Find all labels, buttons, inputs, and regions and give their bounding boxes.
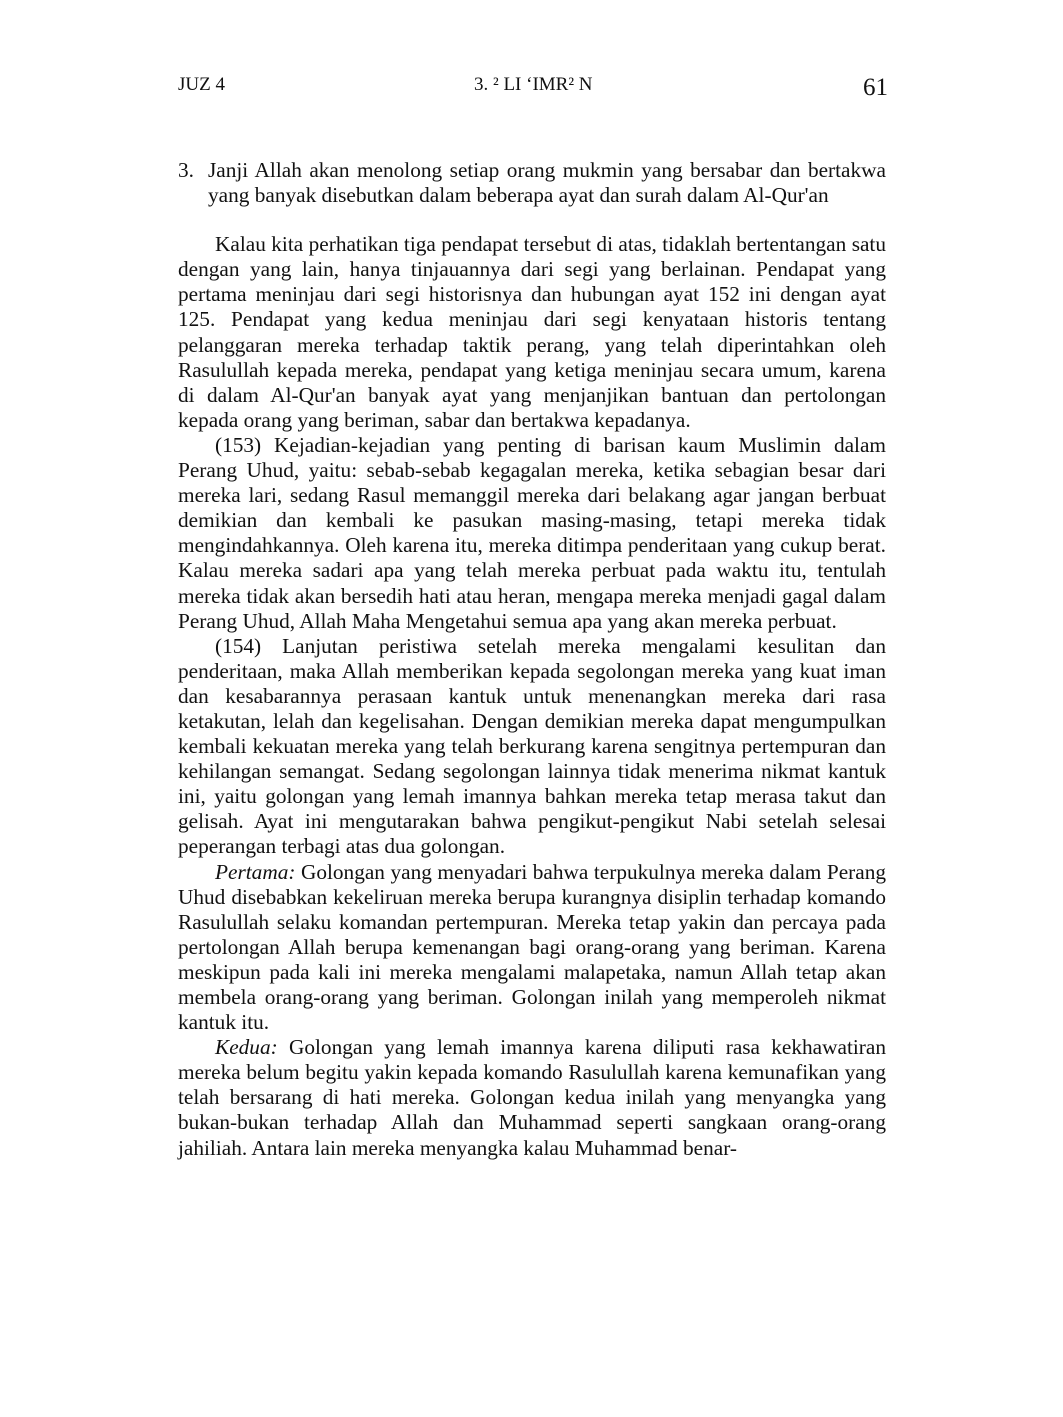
first-group-label: Pertama:: [215, 859, 296, 884]
page-header: [178, 70, 888, 110]
list-item-number: 3.: [178, 158, 194, 182]
page-body: [178, 158, 886, 1161]
page-number: 61: [863, 74, 888, 101]
first-group-text: Golongan yang menyadari bahwa terpukulnya mereka dalam Perang Uhud disebabkan kekeliruan mereka berupa kurangnya disiplin terhadap komando Rasulullah selaku komandan pertempuran. Mereka tetap yakin dan percaya pada pertolongan Allah berupa kemenangan bagi orang-orang yang beriman. Karena meskipun pada kali ini mereka mengalami malapetaka, namun Allah tetap akan membela orang-orang yang beriman. Golongan inilah yang memperoleh nikmat kantuk itu.: [178, 859, 886, 1035]
paragraph-verse-153: (153) Kejadian-kejadian yang penting di barisan kaum Muslimin dalam Perang Uhud, yaitu: sebab-sebab kegagalan mereka, ketika sebagian besar dari mereka lari, sedang Rasul memanggil mereka dari belakang agar jangan berbuat demikian dan kembali ke pasukan masing-masing, tetapi mereka tidak mengindahkannya. Oleh karena itu, mereka ditimpa penderitaan yang cukup berat. Kalau mereka sadari apa yang telah mereka perbuat pada waktu itu, tentulah mereka tidak akan bersedih hati atau heran, mengapa mereka menjadi gagal dalam Perang Uhud, Allah Maha Mengetahui semua apa yang akan mereka perbuat.: [178, 432, 886, 633]
juz-label: JUZ 4: [178, 74, 225, 95]
surah-title: 3. ² LI ‘IMR² N: [474, 74, 593, 95]
list-item-text: Janji Allah akan menolong setiap orang mukmin yang bersabar dan bertakwa yang banyak disebutkan dalam beberapa ayat dan surah dalam Al-Qur'an: [208, 158, 886, 208]
list-item: [178, 158, 886, 208]
paragraph-verse-154: (154) Lanjutan peristiwa setelah mereka mengalami kesulitan dan penderitaan, maka Allah memberikan kepada segolongan mereka yang kuat iman dan kesabarannya perasaan kantuk untuk menenangkan mereka dari rasa ketakutan, lelah dan kegelisahan. Dengan demikian mereka dapat mengumpulkan kembali kekuatan mereka yang telah berkurang karena sengitnya pertempuran dan kehilangan semangat. Sedang segolongan lainnya tidak menerima nikmat kantuk ini, yaitu golongan yang lemah imannya bahkan mereka tetap merasa takut dan gelisah. Ayat ini mengutarakan bahwa pengikut-pengikut Nabi setelah selesai peperangan terbagi atas dua golongan.: [178, 633, 886, 859]
paragraph-second-group: [178, 1035, 886, 1160]
paragraph-summary: Kalau kita perhatikan tiga pendapat tersebut di atas, tidaklah bertentangan satu dengan yang lain, hanya tinjauannya dari segi yang berlainan. Pendapat yang pertama meninjau dari segi historisnya dan hubungan ayat 152 ini dengan ayat 125. Pendapat yang kedua meninjau dari segi kenyataan historis tentang pelanggaran mereka terhadap taktik perang, yang telah diperintahkan oleh Rasulullah kepada mereka, pendapat yang ketiga meninjau secara umum, karena di dalam Al-Qur'an banyak ayat yang menjanjikan bantuan dan pertolongan kepada orang yang beriman, sabar dan bertakwa kepadanya.: [178, 232, 886, 432]
second-group-text: Golongan yang lemah imannya karena diliputi rasa kekhawatiran mereka belum begitu yakin kepada komando Rasulullah karena kemunafikan yang telah bersarang di hati mereka. Golongan kedua inilah yang menyangka yang bukan-bukan terhadap Allah dan Muhammad seperti sangkaan orang-orang jahiliah. Antara lain mereka menyangka kalau Muhammad benar-: [178, 1035, 886, 1160]
paragraph-first-group: [178, 860, 886, 1036]
second-group-label: Kedua:: [215, 1035, 278, 1060]
